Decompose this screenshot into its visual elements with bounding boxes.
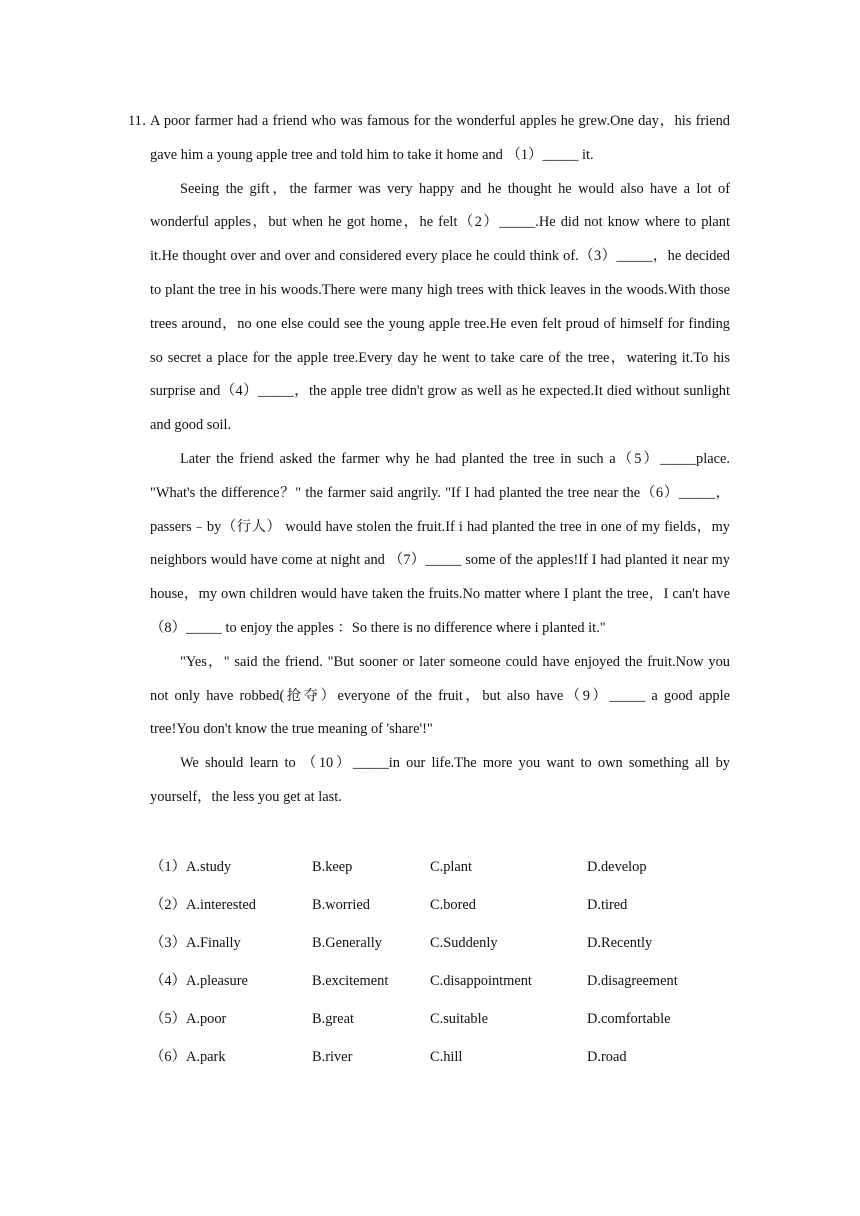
option-b[interactable]: B.Generally xyxy=(312,935,382,951)
option-row-2 xyxy=(150,888,750,926)
option-d[interactable]: D.tired xyxy=(587,897,628,913)
option-c[interactable]: C.suitable xyxy=(430,1011,488,1027)
option-b[interactable]: B.great xyxy=(312,1011,354,1027)
option-b[interactable]: B.worried xyxy=(312,897,370,913)
reading-passage xyxy=(128,105,730,815)
passage-paragraph-1 xyxy=(128,105,730,173)
option-d[interactable]: D.disagreement xyxy=(587,973,678,989)
question-number: 11． xyxy=(128,113,157,129)
option-row-1 xyxy=(150,850,750,888)
option-d[interactable]: D.comfortable xyxy=(587,1011,671,1027)
option-a[interactable]: （1）A.study xyxy=(150,859,232,875)
option-d[interactable]: D.road xyxy=(587,1049,627,1065)
passage-paragraph-5: We should learn to （10）_____in our life.The more you want to own something all by yourself，the less you get at last. xyxy=(150,755,730,805)
option-a[interactable]: （4）A.pleasure xyxy=(150,973,248,989)
answer-options xyxy=(150,850,750,1078)
option-row-5 xyxy=(150,1002,750,1040)
option-row-3 xyxy=(150,926,750,964)
option-b[interactable]: B.keep xyxy=(312,859,353,875)
option-row-6 xyxy=(150,1040,750,1078)
option-row-4 xyxy=(150,964,750,1002)
option-c[interactable]: C.plant xyxy=(430,859,472,875)
option-c[interactable]: C.disappointment xyxy=(430,973,532,989)
paragraph-text: A poor farmer had a friend who was famous for the wonderful apples he grew.One day，his friend gave him a young apple tree and told him to take it home and （1）_____ it. xyxy=(150,113,730,163)
passage-paragraph-4: "Yes，" said the friend. "But sooner or later someone could have enjoyed the fruit.Now you not only have robbed(抢夺）everyone of the fruit，but also have（9）_____ a good apple tree!You don't know the true meaning of 'share'!" xyxy=(150,653,730,738)
option-a[interactable]: （3）A.Finally xyxy=(150,935,241,951)
passage-paragraph-3: Later the friend asked the farmer why he had planted the tree in such a（5）_____place. "What's the difference？" the farmer said angrily. "If I had planted the tree near the（6）_____，passers﹣by（行人） would have stolen the fruit.If i had planted the tree in one of my fields，my neighbors would have come at night and （7）_____ some of the apples!If I had planted it near my house，my own children would have taken the fruits.No matter where I plant the tree，I can't have（8）_____ to enjoy the apples ：So there is no difference where i planted it." xyxy=(150,450,730,636)
option-c[interactable]: C.Suddenly xyxy=(430,935,498,951)
option-d[interactable]: D.Recently xyxy=(587,935,653,951)
option-a[interactable]: （2）A.interested xyxy=(150,897,256,913)
option-a[interactable]: （5）A.poor xyxy=(150,1011,227,1027)
option-b[interactable]: B.river xyxy=(312,1049,353,1065)
option-c[interactable]: C.hill xyxy=(430,1049,463,1065)
option-d[interactable]: D.develop xyxy=(587,859,647,875)
option-c[interactable]: C.bored xyxy=(430,897,476,913)
option-b[interactable]: B.excitement xyxy=(312,973,389,989)
passage-paragraph-2: Seeing the gift，the farmer was very happy and he thought he would also have a lot of wonderful apples，but when he got home，he felt（2）_____.He did not know where to plant it.He thought over and over and considered every place he could think of.（3）_____，he decided to plant the tree in his woods.There were many high trees with thick leaves in the woods.With those trees around，no one else could see the young apple tree.He even felt proud of himself for finding so secret a place for the apple tree.Every day he went to take care of the tree，watering it.To his surprise and（4）_____，the apple tree didn't grow as well as he expected.It died without sunlight and good soil. xyxy=(150,180,730,434)
option-a[interactable]: （6）A.park xyxy=(150,1049,226,1065)
